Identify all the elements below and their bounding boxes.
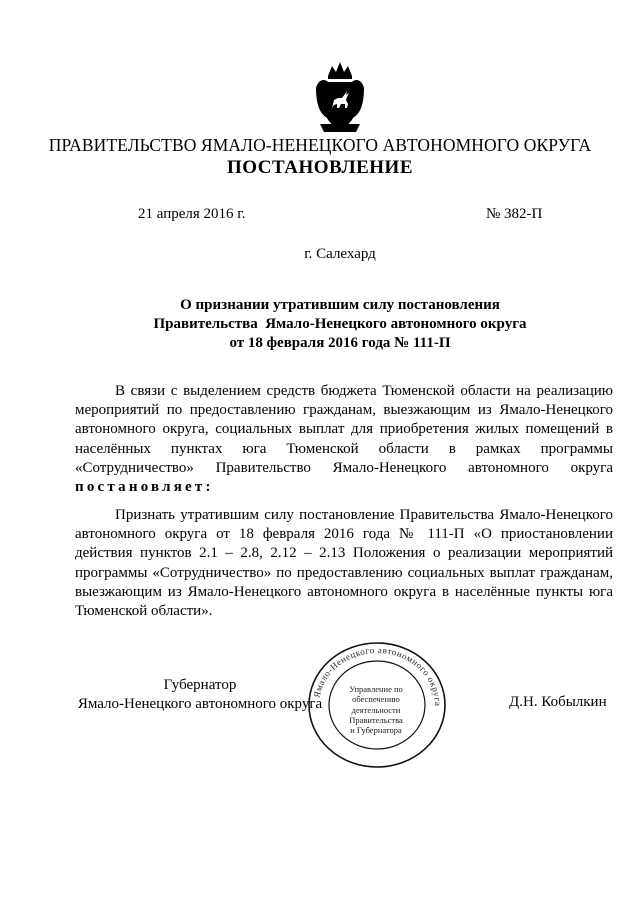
stamp-line-1: Управление по (349, 684, 403, 694)
coat-of-arms-icon (312, 58, 368, 136)
position-line-2: Ямало-Ненецкого автономного округа (77, 696, 323, 712)
stamp-line-4: Правительства (349, 714, 403, 725)
stamp-ring-text: Ямало-Ненецкого автономного округа (311, 644, 444, 707)
body-paragraph-1 (75, 382, 613, 497)
document-city: г. Салехард (304, 246, 376, 262)
decree-word: постановляет: (75, 479, 214, 496)
signatory-name: Д.Н. Кобылкин (509, 694, 607, 710)
subject-line-1: О признании утратившим силу постановления (180, 297, 500, 313)
document-kind: ПОСТАНОВЛЕНИЕ (226, 157, 414, 178)
stamp-line-2: обеспечению (352, 694, 400, 705)
stamp-inner-text (334, 684, 418, 735)
document-date: 21 апреля 2016 г. (138, 206, 246, 222)
subject-line-3: от 18 февраля 2016 года № 111-П (229, 335, 451, 351)
subject-line-2: Правительства Ямало-Ненецкого автономного округа (153, 316, 527, 332)
signatory-position (75, 676, 325, 714)
body-paragraph-2: Признать утратившим силу постановление Правительства Ямало-Ненецкого автономного округа от 18 февраля 2016 года № 111-П «О приостановлении действия пунктов 2.1 – 2.8, 2.12 – 2.13 Положения о реализации мероприятий программы «Сотрудничество» по предоставлению социальных выплат гражданам, выезжающим из Ямало-Ненецкого автономного округа в населённые пункты юга Тюменской области». (75, 507, 613, 620)
stamp-line-5: и Губернатора (350, 725, 402, 736)
document-number: № 382-П (486, 206, 543, 222)
document-subject (0, 296, 640, 353)
position-line-1: Губернатор (163, 677, 237, 693)
paragraph-1-text: В связи с выделением средств бюджета Тюменской области на реализацию мероприятий по предоставлению гражданам, выезжающим из Ямало-Ненецкого автономного округа, социальных выплат для приобретения жилых помещений в населённых пунктах юга Тюменской области в рамках программы «Сотрудничество» Правительство Ямало-Ненецкого автономного округа (75, 383, 613, 476)
stamp-line-3: деятельности (351, 704, 401, 715)
government-title: ПРАВИТЕЛЬСТВО ЯМАЛО-НЕНЕЦКОГО АВТОНОМНОГО ОКРУГА (48, 135, 592, 155)
